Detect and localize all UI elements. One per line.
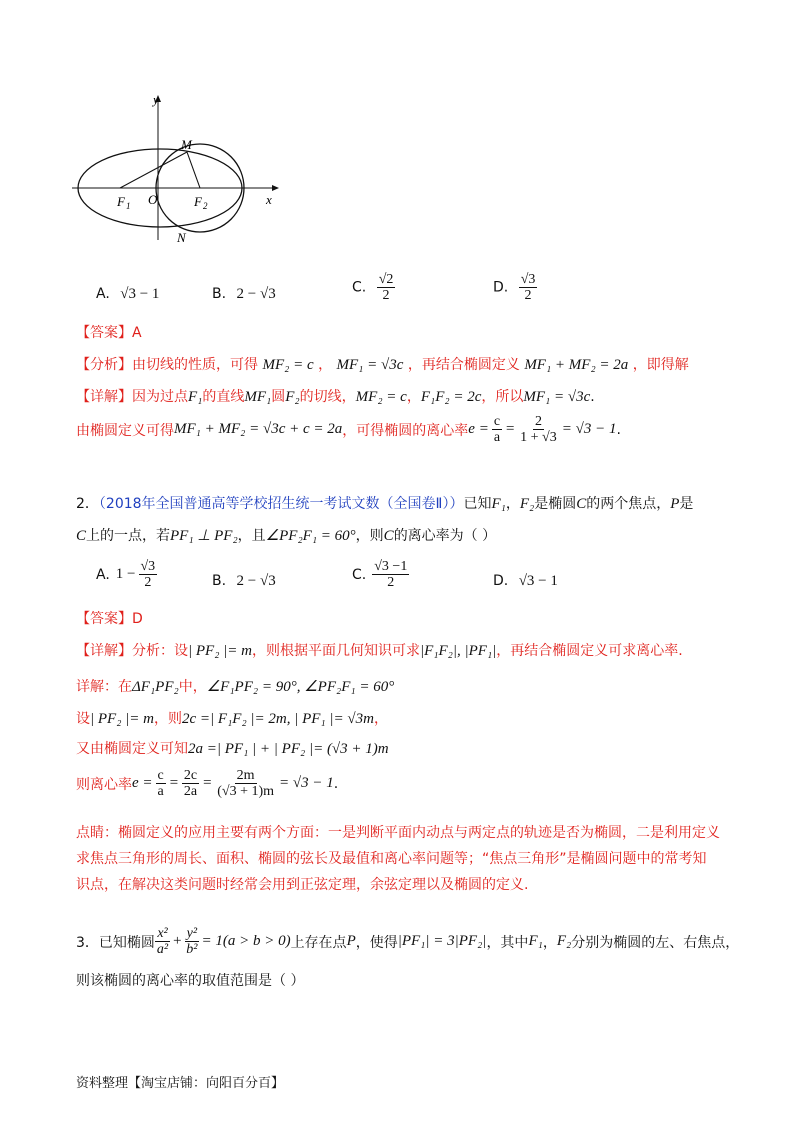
option-value: 1 − — [115, 566, 136, 582]
point-m-label: M — [181, 137, 192, 152]
numerator: 2c — [183, 768, 198, 783]
question-number: 2． — [76, 496, 99, 512]
text: ， — [406, 389, 421, 405]
text: 分别为椭圆的左、右焦点， — [571, 934, 740, 951]
option-letter: A. — [96, 286, 110, 302]
text: 是 — [679, 496, 694, 512]
question-number: 3． — [76, 934, 99, 951]
q2-detail-line4 — [76, 738, 389, 758]
text: 由椭圆定义可得 — [76, 422, 174, 439]
formula: = — [168, 775, 179, 791]
text: ，再结合椭圆定义可求离心率. — [496, 643, 683, 659]
formula: ∠F₁PF₂ = 90°, ∠PF₂F₁ = 60° — [206, 679, 395, 695]
formula: F₁F₂ = 2c — [420, 389, 482, 405]
text: ，且 — [237, 528, 266, 544]
option-letter: C. — [352, 279, 367, 296]
option-denominator: 2 — [382, 288, 390, 303]
formula: 2c =| F₁F₂ |= 2m, | PF₁ |= √3m — [182, 711, 374, 727]
formula: P — [346, 933, 356, 949]
text: ，则 — [154, 711, 182, 727]
option-denominator: 2 — [524, 288, 532, 303]
text: . — [590, 389, 595, 405]
text: 的切线， — [299, 389, 356, 405]
formula: MF₁ = √3c — [336, 357, 404, 373]
formula: MF₂ = c — [355, 389, 407, 405]
focus-f1-label: F — [117, 194, 125, 209]
q1-eccentricity — [76, 414, 621, 445]
q1-answer: 【答案】A — [76, 325, 142, 341]
q2-option-a — [96, 559, 157, 590]
formula: MF₁ + MF₂ = √3c + c = 2a — [174, 421, 343, 437]
text: 详解：在 — [76, 679, 132, 695]
formula: F₁ — [491, 496, 506, 512]
option-letter: C. — [352, 566, 367, 583]
denominator: b² — [186, 942, 198, 957]
formula: MF₁ = √3c — [523, 389, 591, 405]
formula: = — [505, 421, 516, 437]
formula: F₁ — [528, 933, 543, 949]
formula: C — [76, 528, 87, 544]
text: 【详解】分析：设 — [76, 643, 188, 659]
formula: MF₂ = c — [262, 357, 314, 373]
origin-label: O — [148, 192, 158, 207]
q2-detail-line5 — [76, 768, 338, 799]
text: . — [333, 775, 339, 792]
option-numerator: √3 — [520, 272, 536, 287]
segment-mf2 — [187, 152, 200, 188]
q2-note-line1: 点睛：椭圆定义的应用主要有两个方面：一是判断平面内动点与两定点的轨迹是否为椭圆，二是利用定义 — [76, 825, 720, 841]
text: 已知 — [463, 496, 492, 512]
text: 的两个焦点， — [586, 496, 671, 512]
text: ，再结合椭圆定义 — [407, 357, 520, 373]
q1-option-d — [493, 272, 537, 303]
text: 是椭圆 — [534, 496, 577, 512]
formula: C — [576, 496, 587, 512]
text: 则离心率 — [76, 776, 132, 793]
ellipse-circle-diagram — [70, 90, 290, 255]
denominator: a² — [156, 942, 169, 957]
text: 已知椭圆 — [98, 934, 155, 951]
q2-option-b — [212, 573, 276, 590]
option-numerator: √3 — [140, 559, 156, 574]
formula: = √3 − 1 — [561, 421, 617, 437]
formula: F₂ — [519, 496, 535, 512]
text: 的直线 — [202, 389, 245, 405]
option-letter: D. — [493, 279, 509, 296]
q3-stem-line1 — [76, 926, 739, 957]
numerator: 2 — [534, 414, 542, 429]
formula: P — [670, 496, 680, 512]
formula: PF₁ ⊥ PF₂ — [170, 528, 238, 544]
text: ，其中 — [486, 934, 529, 951]
text: ，则 — [355, 528, 384, 544]
numerator: x² — [157, 926, 168, 941]
q2-detail-line1 — [76, 640, 683, 660]
formula: e = — [132, 775, 153, 791]
q2-option-d — [493, 573, 558, 590]
text: 【详解】因为过点 — [76, 389, 188, 405]
option-value: √3 − 1 — [120, 286, 160, 302]
option-letter: D. — [493, 573, 509, 589]
denominator: (√3 + 1)m — [217, 784, 275, 799]
text: ，使得 — [355, 934, 398, 951]
option-letter: B. — [212, 286, 227, 302]
formula: |PF₁| = 3|PF₂| — [397, 933, 487, 949]
text: 上存在点 — [290, 934, 347, 951]
formula: 2a =| PF₁ | + | PF₂ |= (√3 + 1)m — [188, 741, 389, 757]
q1-option-c — [352, 272, 395, 303]
y-axis-label: y — [153, 92, 159, 107]
segment-mf1 — [120, 152, 187, 188]
text: ，可得椭圆的离心率 — [342, 422, 469, 439]
denominator: a — [157, 784, 164, 799]
q1-detail — [76, 386, 595, 406]
q2-stem-line1 — [76, 493, 693, 513]
text: ，则根据平面几何知识可求 — [252, 643, 420, 659]
formula: + — [172, 933, 183, 949]
q2-answer: 【答案】D — [76, 611, 143, 627]
q2-option-c — [352, 559, 409, 590]
formula: F₁ — [188, 389, 203, 405]
denominator: 1 + √3 — [520, 430, 557, 445]
q2-stem-line2 — [76, 525, 496, 545]
option-denominator: 2 — [144, 575, 152, 590]
formula: |F₁F₂|, |PF₁| — [420, 643, 497, 659]
x-axis-label: x — [266, 192, 272, 207]
text: 上的一点，若 — [86, 528, 171, 544]
formula: C — [383, 528, 394, 544]
numerator: y² — [186, 926, 198, 941]
text: ，所以 — [481, 389, 524, 405]
option-value: √3 − 1 — [518, 573, 558, 589]
text: . — [616, 421, 621, 438]
option-numerator: √3 −1 — [374, 559, 408, 574]
q1-option-b — [212, 286, 276, 303]
option-value: 2 − √3 — [236, 286, 276, 302]
formula: = — [202, 775, 213, 791]
option-numerator: √2 — [378, 272, 394, 287]
formula: = 1(a > b > 0) — [201, 933, 291, 949]
q2-detail-line2 — [76, 676, 394, 696]
formula: F₂ — [556, 933, 572, 949]
text: ， — [505, 496, 520, 512]
q3-stem-line2: 则该椭圆的离心率的取值范围是（ ） — [76, 973, 305, 989]
focus-f2-label: F — [194, 194, 202, 209]
formula: F₂ — [285, 389, 300, 405]
numerator: c — [493, 414, 501, 429]
q2-note-line2: 求焦点三角形的周长、面积、椭圆的弦长及最值和离心率问题等；“焦点三角形”是椭圆问题中的常考知 — [76, 851, 707, 867]
text: ，即得解 — [632, 357, 689, 373]
q2-detail-line3 — [76, 708, 388, 728]
formula: | PF₂ |= m — [90, 711, 154, 727]
focus-f1-subscript: 1 — [126, 201, 131, 211]
option-letter: A. — [96, 566, 110, 583]
focus-f2-subscript: 2 — [203, 201, 208, 211]
option-value: 2 − √3 — [236, 573, 276, 589]
option-denominator: 2 — [387, 575, 395, 590]
q2-note-line3: 识点，在解决这类问题时经常会用到正弦定理，余弦定理以及椭圆的定义. — [76, 877, 529, 893]
text: 中， — [178, 679, 207, 695]
denominator: a — [493, 430, 501, 445]
numerator: c — [157, 768, 164, 783]
text: ， — [373, 711, 388, 727]
text: 设 — [76, 711, 90, 727]
text: 圆 — [271, 389, 286, 405]
text: ， — [542, 934, 557, 951]
formula: MF₁ + MF₂ = 2a — [524, 357, 629, 373]
page-footer: 资料整理【淘宝店铺：向阳百分百】 — [76, 1076, 285, 1091]
denominator: 2a — [183, 784, 198, 799]
q1-analysis — [76, 354, 689, 374]
formula: ΔF₁PF₂ — [132, 679, 179, 695]
formula: MF₁ — [244, 389, 272, 405]
text: ， — [318, 357, 333, 373]
ellipse-circle-figure — [70, 90, 290, 255]
formula: ∠PF₂F₁ = 60° — [265, 528, 356, 544]
formula: e = — [468, 421, 489, 437]
question-source: （2018年全国普通高等学校招生统一考试文数（全国卷Ⅱ）） — [98, 496, 464, 512]
formula: | PF₂ |= m — [188, 643, 252, 659]
option-letter: B. — [212, 573, 227, 589]
text: 又由椭圆定义可知 — [76, 741, 188, 757]
numerator: 2m — [236, 768, 255, 783]
point-n-label: N — [177, 230, 186, 245]
formula: = √3 − 1 — [279, 775, 334, 791]
text: 【分析】由切线的性质，可得 — [76, 357, 258, 373]
text: 的离心率为（ ） — [393, 528, 497, 544]
q1-option-a — [96, 286, 159, 303]
